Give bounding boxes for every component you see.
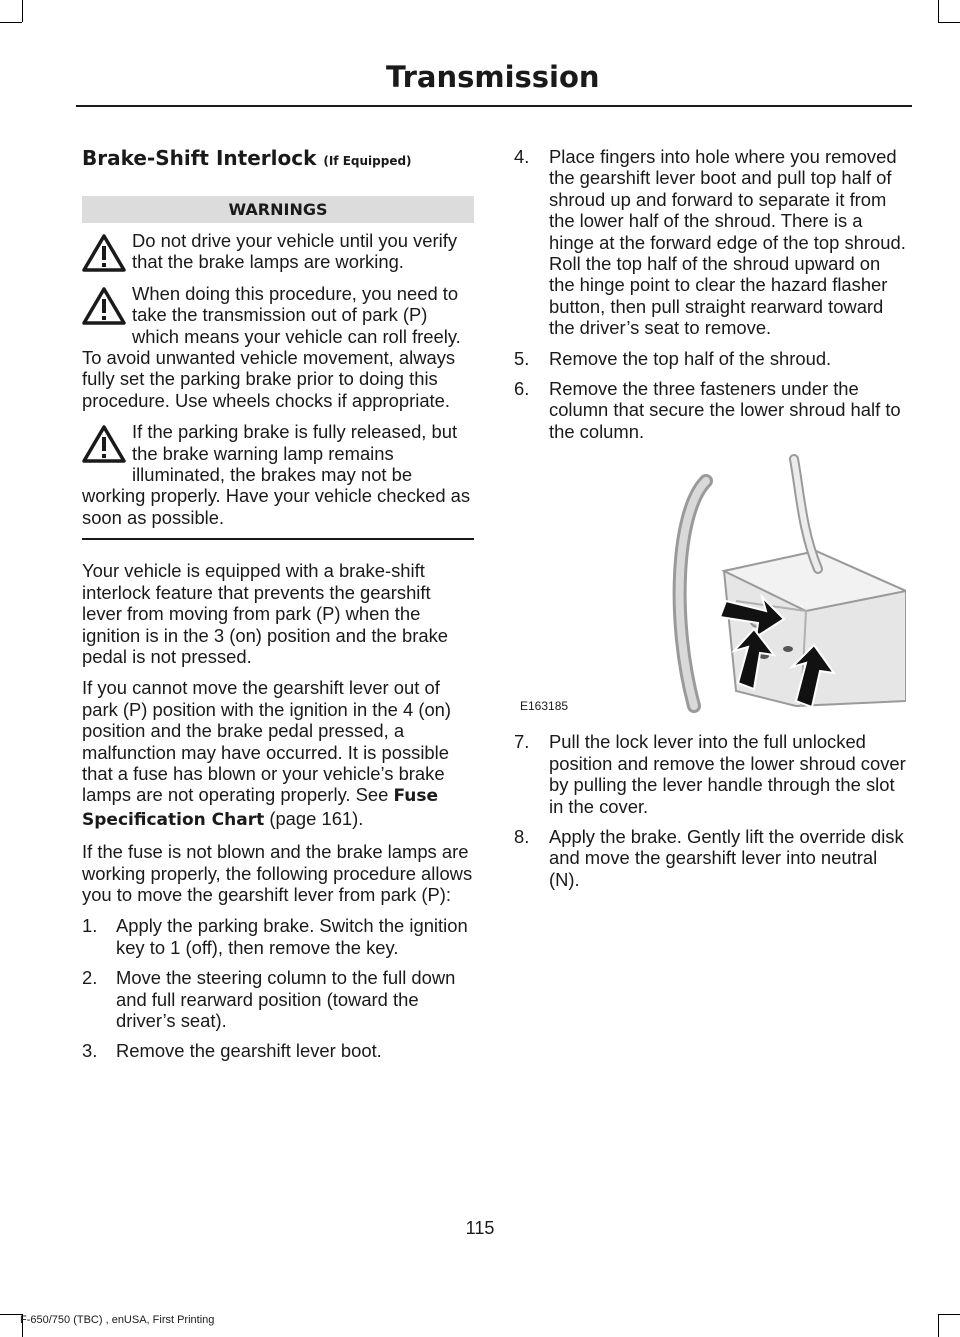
step-text: Apply the parking brake. Switch the ignition key to 1 (off), then remove the key. bbox=[116, 915, 468, 958]
paragraph-text: (page 161). bbox=[264, 807, 364, 829]
list-item bbox=[82, 967, 474, 1031]
crop-mark bbox=[0, 1314, 22, 1315]
body-paragraph bbox=[82, 677, 474, 831]
warnings-end-rule bbox=[82, 538, 474, 540]
procedure-steps bbox=[514, 731, 906, 890]
step-number: 4. bbox=[514, 146, 530, 167]
figure-id: E163185 bbox=[520, 698, 569, 713]
warning-triangle-icon bbox=[82, 234, 126, 272]
procedure-steps bbox=[514, 146, 906, 442]
list-item bbox=[514, 146, 906, 339]
list-item bbox=[514, 378, 906, 442]
crop-mark bbox=[938, 1314, 939, 1337]
step-number: 5. bbox=[514, 347, 530, 369]
step-text: Apply the brake. Gently lift the override disk and move the gearshift lever into neutral (N). bbox=[549, 825, 904, 890]
header-rule bbox=[76, 105, 912, 107]
step-number: 7. bbox=[514, 731, 530, 753]
fuse-chart-link[interactable]: Fuse Specification Chart bbox=[82, 786, 438, 830]
step-text: Remove the three fasteners under the column that secure the lower shroud half to the column. bbox=[549, 378, 901, 442]
section-heading bbox=[82, 146, 474, 173]
crop-mark bbox=[938, 22, 960, 23]
footer-text: F-650/750 (TBC) , enUSA, First Printing bbox=[20, 1314, 215, 1326]
step-text: Remove the top half of the shroud. bbox=[549, 347, 832, 369]
page-number: 115 bbox=[465, 1218, 495, 1238]
list-item bbox=[514, 731, 906, 817]
section-title: Brake-Shift Interlock bbox=[82, 146, 317, 170]
warning-text: Do not drive your vehicle until you verify that the brake lamps are working. bbox=[132, 230, 458, 273]
section-title-suffix: (If Equipped) bbox=[323, 154, 412, 168]
step-text: Move the steering column to the full down and full rearward position (toward the driver’s seat). bbox=[116, 967, 456, 1031]
crop-mark bbox=[938, 1314, 960, 1315]
list-item bbox=[82, 915, 474, 958]
list-item bbox=[82, 1040, 474, 1061]
paragraph-text: If you cannot move the gearshift lever out of park (P) position with the ignition in the 4 (on) position and the brake pedal pressed, a malfunction may have occurred. It is possible that a fuse has blown or your vehicle’s brake lamps are not operating properly. See bbox=[82, 677, 452, 806]
warning-item bbox=[82, 283, 474, 411]
list-item bbox=[514, 826, 906, 890]
list-item bbox=[514, 348, 906, 369]
body-paragraph: Your vehicle is equipped with a brake-shift interlock feature that prevents the gearshift lever from moving from park (P) when the ignition is in the 3 (on) position and the brake pedal is not pressed. bbox=[82, 560, 448, 667]
warning-text: If the parking brake is fully released, but the brake warning lamp remains illuminated, the brakes may not be working properly. Have your vehicle checked as soon as possible. bbox=[82, 421, 471, 528]
step-text: Place fingers into hole where you removed the gearshift lever boot and pull top half of shroud up and forward to separate it from the lower half of the shroud. There is a hinge at the forward edge of the top shroud. Roll the top half of the shroud upward on the hinge point to clear the hazard flasher button, then pull straight rearward toward the driver’s seat to remove. bbox=[549, 146, 906, 339]
crop-mark bbox=[22, 0, 23, 22]
step-number: 8. bbox=[514, 825, 530, 847]
body-paragraph: If the fuse is not blown and the brake lamps are working properly, the following procedure allows you to move the gearshift lever from park (P): bbox=[82, 841, 473, 905]
steering-column-illustration bbox=[666, 451, 906, 719]
warning-triangle-icon bbox=[82, 287, 126, 325]
warning-text: When doing this procedure, you need to take the transmission out of park (P) which means your vehicle can roll freely. To avoid unwanted vehicle movement, always fully set the parking brake prior to doing this procedure. Use wheels chocks if appropriate. bbox=[82, 282, 461, 411]
right-column bbox=[514, 146, 906, 899]
left-column bbox=[82, 146, 474, 1071]
step-number: 1. bbox=[82, 915, 98, 937]
step-text: Remove the gearshift lever boot. bbox=[116, 1040, 382, 1062]
warning-triangle-icon bbox=[82, 425, 126, 463]
steering-column-figure bbox=[514, 451, 906, 719]
page-header-title: Transmission bbox=[386, 60, 600, 94]
warnings-header: WARNINGS bbox=[82, 196, 474, 223]
step-text: Pull the lock lever into the full unlocked position and remove the lower shroud cover by pulling the lever handle through the slot in the cover. bbox=[549, 731, 906, 817]
procedure-steps bbox=[82, 915, 474, 1061]
step-number: 2. bbox=[82, 967, 98, 989]
step-number: 3. bbox=[82, 1040, 98, 1062]
crop-mark bbox=[938, 0, 939, 22]
step-number: 6. bbox=[514, 378, 530, 400]
crop-mark bbox=[0, 22, 22, 23]
warning-item bbox=[82, 230, 474, 273]
warning-item bbox=[82, 421, 474, 528]
